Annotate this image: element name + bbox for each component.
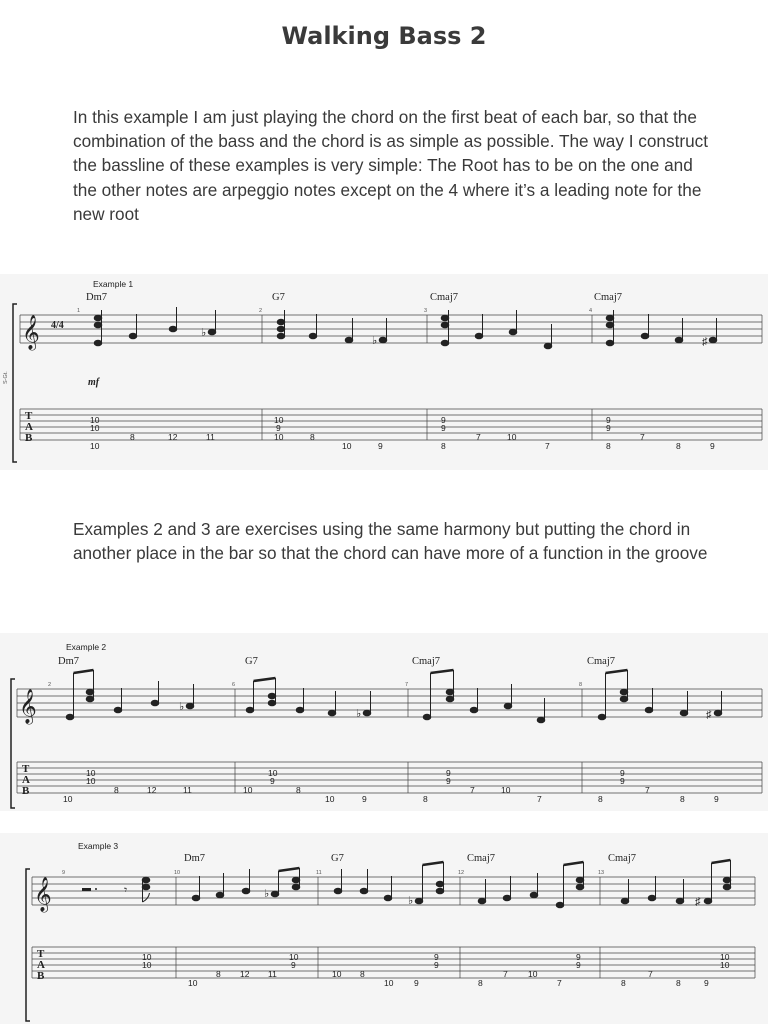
measure-number: 10 [174,870,181,876]
svg-text:9: 9 [276,423,281,433]
measure-number: 11 [316,870,322,876]
svg-text:9: 9 [378,441,383,451]
svg-text:7: 7 [476,432,481,442]
flat-icon: ♭ [356,708,362,720]
tab-letter: T [37,948,45,960]
tab-letter: A [22,774,30,786]
svg-text:9: 9 [714,794,719,804]
example-2-label: Example 2 [66,642,107,652]
chord-g7: G7 [245,656,258,667]
half-rest-icon [82,888,91,891]
notation-notes [66,670,722,723]
svg-text:9: 9 [414,978,419,988]
chord-cmaj7: Cmaj7 [594,292,622,303]
svg-text:10: 10 [528,969,538,979]
tab-letter: A [25,421,33,433]
svg-text:11: 11 [183,785,192,795]
tab-numbers [142,952,730,988]
svg-text:9: 9 [576,960,581,970]
svg-text:8: 8 [478,978,483,988]
svg-text:8: 8 [130,432,135,442]
svg-text:7: 7 [557,978,562,988]
svg-text:9: 9 [606,415,611,425]
chord-dm7: Dm7 [58,656,79,667]
svg-text:9: 9 [606,423,611,433]
svg-text:10: 10 [342,441,352,451]
svg-text:9: 9 [291,960,296,970]
dynamic-marking: mf [88,377,100,388]
chord-cmaj7: Cmaj7 [587,656,615,667]
svg-text:10: 10 [90,415,100,425]
tab-letter: B [37,970,45,982]
svg-text:8: 8 [423,794,428,804]
example-1-label: Example 1 [93,279,134,289]
tab-letter: T [25,410,33,422]
svg-text:7: 7 [648,969,653,979]
svg-text:10: 10 [274,415,284,425]
treble-clef-icon: 𝄞 [19,690,37,723]
svg-text:9: 9 [434,952,439,962]
svg-text:10: 10 [142,952,152,962]
svg-text:10: 10 [720,960,730,970]
svg-text:7: 7 [545,441,550,451]
svg-text:10: 10 [90,423,100,433]
tab-letter: T [22,763,30,775]
time-signature: 4/4 [51,320,64,331]
svg-text:10: 10 [142,960,152,970]
svg-text:8: 8 [680,794,685,804]
svg-text:7: 7 [470,785,475,795]
tab-letter: A [37,959,45,971]
chord-dm7: Dm7 [184,853,205,864]
chord-g7: G7 [272,292,285,303]
measure-number: 2 [259,308,263,314]
example-1-score [0,274,768,470]
svg-text:8: 8 [441,441,446,451]
svg-text:8: 8 [621,978,626,988]
dot-icon [95,888,97,890]
tab-letter: B [25,432,33,444]
svg-text:10: 10 [274,432,284,442]
flat-icon: ♭ [408,895,414,907]
svg-text:8: 8 [360,969,365,979]
sharp-icon: ♯ [695,896,701,908]
svg-text:7: 7 [645,785,650,795]
svg-text:9: 9 [441,415,446,425]
svg-text:10: 10 [86,768,96,778]
example-2-score [0,633,768,811]
svg-text:9: 9 [434,960,439,970]
svg-text:9: 9 [620,768,625,778]
svg-text:9: 9 [704,978,709,988]
measure-number: 13 [598,870,605,876]
svg-text:8: 8 [676,978,681,988]
chord-cmaj7: Cmaj7 [412,656,440,667]
chord-cmaj7: Cmaj7 [467,853,495,864]
eighth-rest-icon: 𝄾 [124,883,128,897]
treble-clef-icon: 𝄞 [22,316,40,349]
svg-text:10: 10 [325,794,335,804]
svg-text:9: 9 [362,794,367,804]
svg-text:9: 9 [710,441,715,451]
measure-number: 4 [589,308,593,314]
svg-text:9: 9 [446,776,451,786]
svg-text:10: 10 [289,952,299,962]
svg-text:10: 10 [268,768,278,778]
page-title: Walking Bass 2 [281,22,487,50]
flat-icon: ♭ [372,335,378,347]
tab-letter: B [22,785,30,797]
svg-text:12: 12 [147,785,157,795]
svg-text:7: 7 [640,432,645,442]
svg-text:8: 8 [598,794,603,804]
measure-number: 6 [232,682,236,688]
sharp-icon: ♯ [702,336,708,348]
svg-text:9: 9 [446,768,451,778]
svg-text:8: 8 [310,432,315,442]
svg-text:9: 9 [441,423,446,433]
measure-number: 7 [405,682,409,688]
measure-number: 1 [77,308,81,314]
flat-icon: ♭ [201,327,207,339]
svg-text:10: 10 [90,441,100,451]
svg-text:8: 8 [296,785,301,795]
svg-text:8: 8 [216,969,221,979]
svg-text:10: 10 [507,432,517,442]
example-3-score [0,833,768,1024]
svg-text:8: 8 [606,441,611,451]
sharp-icon: ♯ [706,709,712,721]
svg-text:8: 8 [676,441,681,451]
example-3-label: Example 3 [78,841,119,851]
chord-dm7: Dm7 [86,292,107,303]
chord-cmaj7: Cmaj7 [608,853,636,864]
svg-text:12: 12 [168,432,178,442]
svg-text:9: 9 [620,776,625,786]
svg-text:10: 10 [188,978,198,988]
svg-text:10: 10 [384,978,394,988]
svg-text:8: 8 [114,785,119,795]
chord-cmaj7: Cmaj7 [430,292,458,303]
exercise-paragraph: Examples 2 and 3 are exercises using the same harmony but putting the chord in another place in the bar so that the chord can have more of a function in the groove [73,519,708,564]
svg-text:9: 9 [270,776,275,786]
svg-text:12: 12 [240,969,250,979]
chord-g7: G7 [331,853,344,864]
svg-text:9: 9 [576,952,581,962]
measure-number: 12 [458,870,465,876]
notation-notes [94,307,717,349]
svg-text:10: 10 [720,952,730,962]
measure-number: 3 [424,308,428,314]
measure-number: 2 [48,682,52,688]
svg-text:11: 11 [206,432,215,442]
svg-text:10: 10 [63,794,73,804]
svg-text:7: 7 [537,794,542,804]
svg-text:11: 11 [268,969,277,979]
measure-number: 9 [62,870,66,876]
svg-text:10: 10 [86,776,96,786]
svg-text:10: 10 [243,785,253,795]
flat-icon: ♭ [179,701,185,713]
flat-icon: ♭ [264,888,270,900]
instrument-label: S-Gt. [3,371,9,384]
intro-paragraph: In this example I am just playing the chord on the first beat of each bar, so that the combination of the bass and the chord is as simple as possible. The way I construct the bassline of these examples is very simple: The Root has to be on the one and the other notes are arpeggio notes except on the 4 where it’s a leading note for the new root [73,107,708,224]
treble-clef-icon: 𝄞 [34,878,52,911]
svg-text:10: 10 [501,785,511,795]
measure-number: 8 [579,682,583,688]
svg-text:7: 7 [503,969,508,979]
svg-text:10: 10 [332,969,342,979]
